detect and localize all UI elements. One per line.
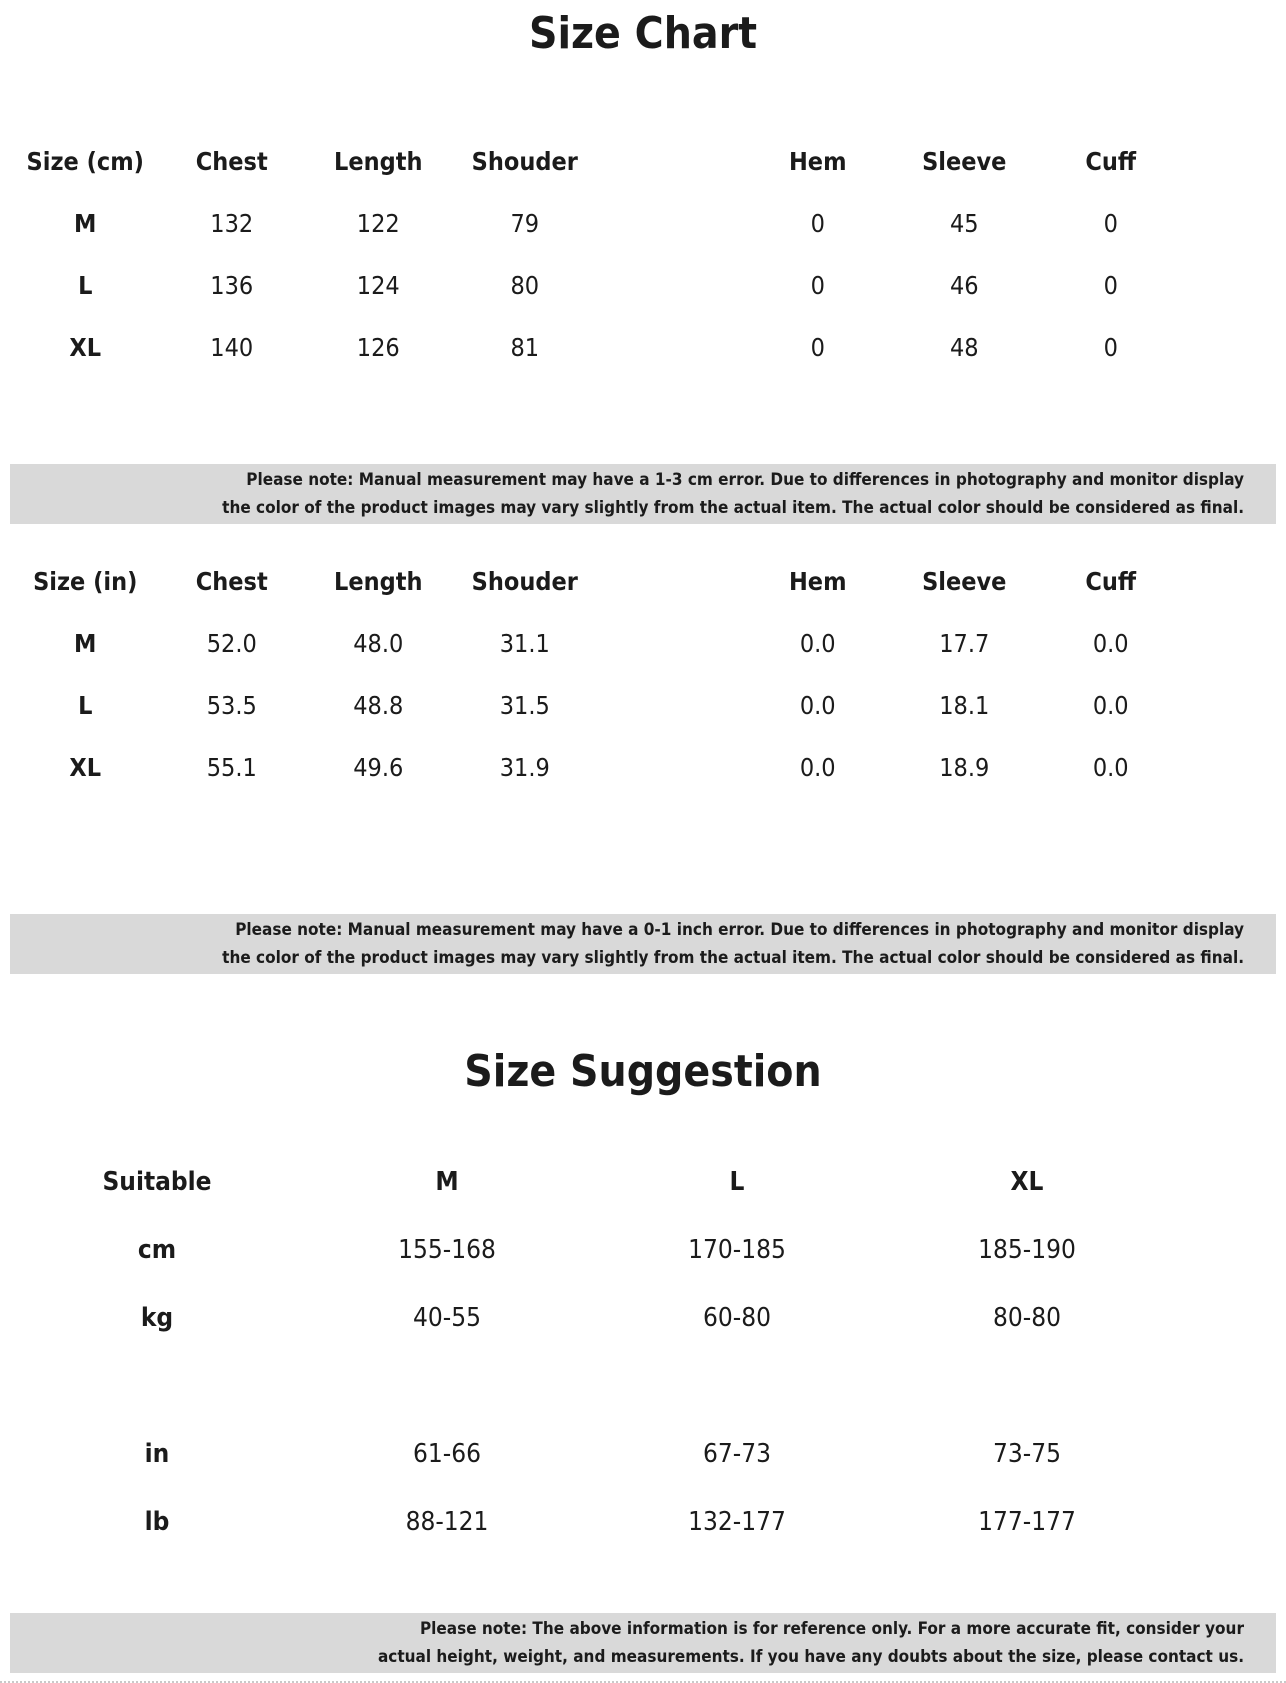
col-header-length: Length bbox=[334, 566, 423, 596]
col-header-cuff: Cuff bbox=[1085, 146, 1137, 176]
suggestion-row-kg bbox=[12, 1284, 1172, 1352]
suggestion-row-cm bbox=[12, 1216, 1172, 1284]
measurement-cell: 45 bbox=[949, 208, 979, 238]
suggestion-row-in bbox=[12, 1420, 1172, 1488]
note-banner-in bbox=[10, 914, 1276, 974]
measurement-cell: 31.5 bbox=[499, 690, 550, 720]
spacer-row bbox=[12, 1352, 1172, 1420]
table-row-xl bbox=[12, 736, 1184, 798]
col-header-cuff: Cuff bbox=[1085, 566, 1137, 596]
page-title-size-chart: Size Chart bbox=[528, 8, 758, 59]
measurement-cell: 132 bbox=[210, 208, 254, 238]
measurement-cell: 0 bbox=[810, 270, 825, 300]
measurement-cell: 124 bbox=[356, 270, 400, 300]
range-cell: 61-66 bbox=[413, 1439, 481, 1469]
size-label: XL bbox=[69, 752, 102, 782]
col-header-shouder: Shouder bbox=[471, 566, 578, 596]
measurement-cell-empty bbox=[598, 736, 745, 798]
measurement-cell: 0 bbox=[810, 208, 825, 238]
empty-cell bbox=[882, 1352, 1172, 1420]
unit-label: cm bbox=[137, 1235, 177, 1265]
range-cell: 132-177 bbox=[688, 1507, 786, 1537]
empty-cell bbox=[12, 1352, 302, 1420]
measurement-cell: 126 bbox=[356, 332, 400, 362]
size-label: M bbox=[74, 208, 97, 238]
col-header-sleeve: Sleeve bbox=[922, 146, 1007, 176]
range-cell: 155-168 bbox=[398, 1235, 496, 1265]
measurement-cell: 31.9 bbox=[499, 752, 550, 782]
measurement-cell: 122 bbox=[356, 208, 400, 238]
empty-cell bbox=[592, 1352, 882, 1420]
measurement-cell: 31.1 bbox=[499, 628, 550, 658]
measurement-cell: 55.1 bbox=[206, 752, 257, 782]
table-row-m bbox=[12, 612, 1184, 674]
note-line: the color of the product images may vary slightly from the actual item. The actual color should be considered as final. bbox=[222, 948, 1244, 968]
section-title-size-suggestion: Size Suggestion bbox=[464, 1046, 822, 1097]
note-line: Please note: Manual measurement may have a 1-3 cm error. Due to differences in photography and monitor display bbox=[246, 470, 1244, 490]
measurement-cell: 136 bbox=[210, 270, 254, 300]
size-chart-table-in bbox=[12, 550, 1184, 798]
measurement-cell: 79 bbox=[510, 208, 540, 238]
measurement-cell: 80 bbox=[510, 270, 540, 300]
col-header-length: Length bbox=[334, 146, 423, 176]
table-row-l bbox=[12, 254, 1184, 316]
size-chart-table-cm bbox=[12, 130, 1184, 378]
measurement-cell: 0 bbox=[810, 332, 825, 362]
col-header-hem: Hem bbox=[788, 566, 847, 596]
measurement-cell: 0 bbox=[1103, 270, 1118, 300]
measurement-cell: 53.5 bbox=[206, 690, 257, 720]
range-cell: 40-55 bbox=[413, 1303, 481, 1333]
col-header-chest: Chest bbox=[195, 566, 268, 596]
range-cell: 67-73 bbox=[703, 1439, 771, 1469]
measurement-cell: 81 bbox=[510, 332, 540, 362]
measurement-cell: 0.0 bbox=[799, 690, 836, 720]
unit-label: lb bbox=[144, 1507, 170, 1537]
col-header-sleeve: Sleeve bbox=[922, 566, 1007, 596]
table-header-row bbox=[12, 130, 1184, 192]
col-header-shouder: Shouder bbox=[471, 146, 578, 176]
col-header-hem: Hem bbox=[788, 146, 847, 176]
measurement-cell: 48.0 bbox=[353, 628, 404, 658]
size-label: M bbox=[74, 628, 97, 658]
col-header-size-in: Size (in) bbox=[33, 566, 138, 596]
measurement-cell: 0 bbox=[1103, 208, 1118, 238]
range-cell: 177-177 bbox=[978, 1507, 1076, 1537]
col-header-size-cm: Size (cm) bbox=[26, 146, 144, 176]
note-line: actual height, weight, and measurements. If you have any doubts about the size, please contact us. bbox=[377, 1647, 1244, 1667]
measurement-cell-empty bbox=[598, 192, 745, 254]
col-header-xl: XL bbox=[1010, 1167, 1044, 1197]
note-banner-cm bbox=[10, 464, 1276, 524]
measurement-cell: 0.0 bbox=[799, 752, 836, 782]
range-cell: 185-190 bbox=[978, 1235, 1076, 1265]
table-header-row bbox=[12, 1148, 1172, 1216]
measurement-cell: 0.0 bbox=[1092, 690, 1129, 720]
suggestion-row-lb bbox=[12, 1488, 1172, 1556]
measurement-cell-empty bbox=[598, 612, 745, 674]
range-cell: 60-80 bbox=[703, 1303, 771, 1333]
measurement-cell: 18.9 bbox=[939, 752, 990, 782]
range-cell: 88-121 bbox=[405, 1507, 489, 1537]
col-header-m: M bbox=[435, 1167, 459, 1197]
measurement-cell: 17.7 bbox=[939, 628, 990, 658]
note-line: Please note: Manual measurement may have a 0-1 inch error. Due to differences in photography and monitor display bbox=[235, 920, 1244, 940]
size-suggestion-table bbox=[12, 1148, 1172, 1556]
measurement-cell: 48.8 bbox=[353, 690, 404, 720]
measurement-cell: 48 bbox=[949, 332, 979, 362]
note-banner-footer bbox=[10, 1613, 1276, 1673]
size-label: L bbox=[78, 270, 93, 300]
range-cell: 73-75 bbox=[993, 1439, 1061, 1469]
col-header-suitable: Suitable bbox=[102, 1167, 212, 1197]
measurement-cell: 18.1 bbox=[939, 690, 990, 720]
col-header-spacer bbox=[598, 130, 745, 192]
size-label: XL bbox=[69, 332, 102, 362]
note-line: the color of the product images may vary slightly from the actual item. The actual color should be considered as final. bbox=[222, 498, 1244, 518]
size-label: L bbox=[78, 690, 93, 720]
table-row-xl bbox=[12, 316, 1184, 378]
measurement-cell: 0 bbox=[1103, 332, 1118, 362]
table-header-row bbox=[12, 550, 1184, 612]
measurement-cell: 0.0 bbox=[1092, 752, 1129, 782]
measurement-cell: 0.0 bbox=[799, 628, 836, 658]
measurement-cell-empty bbox=[598, 316, 745, 378]
measurement-cell: 52.0 bbox=[206, 628, 257, 658]
table-row-l bbox=[12, 674, 1184, 736]
measurement-cell: 46 bbox=[949, 270, 979, 300]
unit-label: in bbox=[144, 1439, 170, 1469]
measurement-cell: 140 bbox=[210, 332, 254, 362]
table-row-m bbox=[12, 192, 1184, 254]
unit-label: kg bbox=[140, 1303, 174, 1333]
col-header-l: L bbox=[729, 1167, 745, 1197]
col-header-spacer bbox=[598, 550, 745, 612]
measurement-cell: 49.6 bbox=[353, 752, 404, 782]
range-cell: 80-80 bbox=[993, 1303, 1061, 1333]
measurement-cell: 0.0 bbox=[1092, 628, 1129, 658]
col-header-chest: Chest bbox=[195, 146, 268, 176]
note-line: Please note: The above information is for reference only. For a more accurate fit, consider your bbox=[419, 1619, 1244, 1639]
empty-cell bbox=[302, 1352, 592, 1420]
measurement-cell-empty bbox=[598, 254, 745, 316]
measurement-cell-empty bbox=[598, 674, 745, 736]
range-cell: 170-185 bbox=[688, 1235, 786, 1265]
